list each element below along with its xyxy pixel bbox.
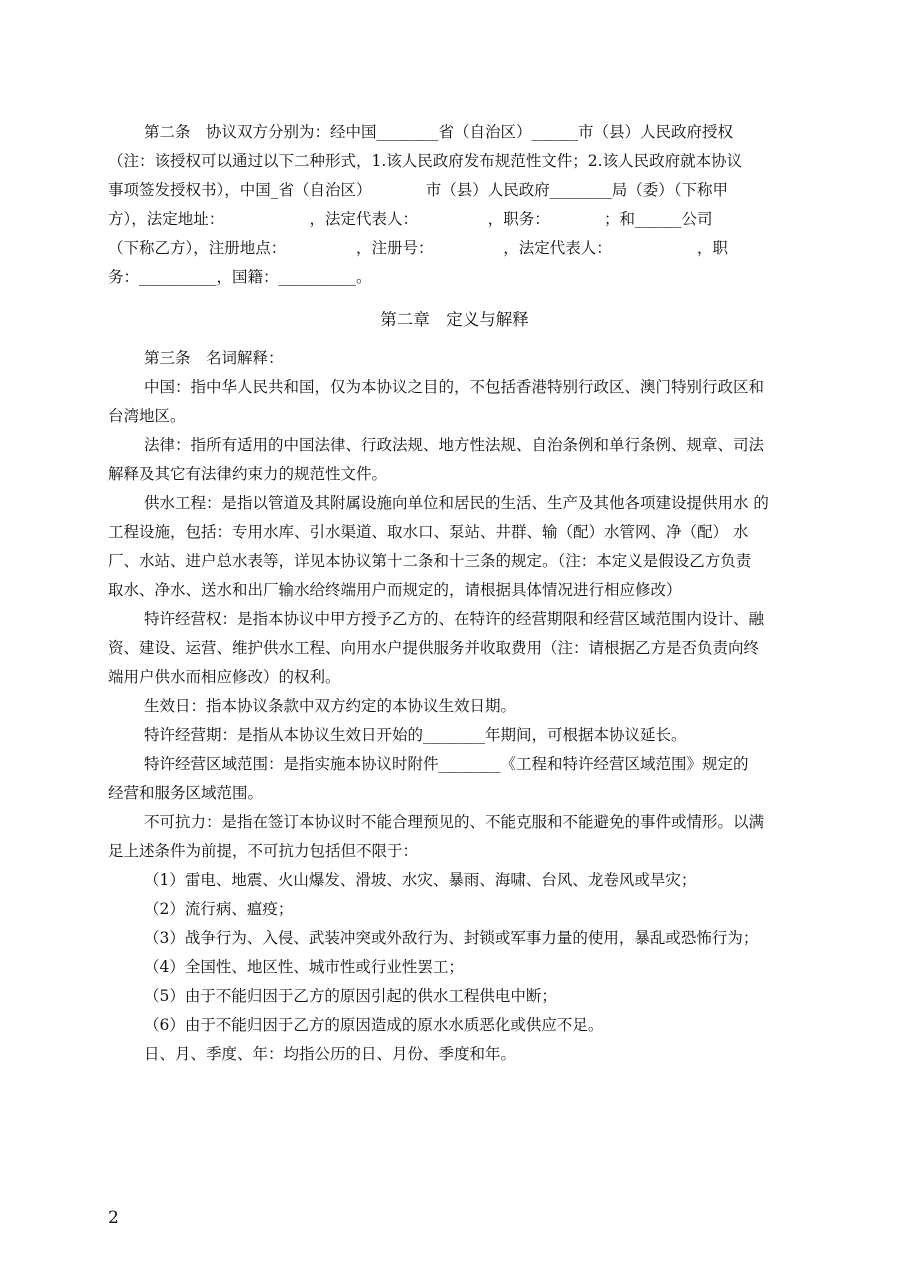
definition-water-project-line-4: 取水、净水、送水和出厂输水给终端用户而规定的，请根据具体情况进行相应修改） (108, 581, 682, 599)
article-3-title: 第三条 名词解释： (144, 349, 284, 367)
definition-water-project-line-2: 工程设施，包括：专用水库、引水渠道、取水口、泵站、井群、输（配）水管网、净（配） 水 (108, 523, 749, 541)
force-majeure-item: （6）由于不能归因于乙方的原因造成的原水水质恶化或供应不足。 (144, 1016, 604, 1034)
article-2-line-1: 第二条 协议双方分别为：经中国________省（自治区）______市（县）人民政府授权 (144, 123, 734, 141)
definition-franchise-line-3: 端用户供水而相应修改）的权利。 (108, 668, 341, 686)
definition-law-line-1: 法律：指所有适用的中国法律、行政法规、地方性法规、自治条例和单行条例、规章、司法 (144, 436, 765, 454)
definition-force-majeure-line-2: 足上述条件为前提，不可抗力包括但不限于： (108, 842, 419, 860)
force-majeure-item: （1）雷电、地震、火山爆发、滑坡、水灾、暴雨、海啸、台风、龙卷风或旱灾； (144, 871, 697, 889)
force-majeure-item: （3）战争行为、入侵、武装冲突或外敌行为、封锁或军事力量的使用，暴乱或恐怖行为； (144, 929, 759, 947)
definition-water-project-line-1: 供水工程：是指以管道及其附属设施向单位和居民的生活、生产及其他各项建设提供用水 的 (144, 494, 769, 512)
article-2 (108, 118, 808, 292)
article-2-line-6: 务：__________，国籍：__________。 (108, 268, 372, 286)
force-majeure-item: （5）由于不能归因于乙方的原因引起的供水工程供电中断； (144, 987, 557, 1005)
article-2-line-4: 方），法定地址： ，法定代表人： ，职务： ；和______公司 (108, 210, 713, 228)
article-2-line-5: （下称乙方），注册地点： ，注册号： ，法定代表人： ，职 (108, 239, 729, 257)
article-2-line-3: 事项签发授权书），中国_省（自治区） 市（县）人民政府________局（委）（下称甲 (108, 181, 729, 199)
definition-franchise-area-line-1: 特许经营区域范围：是指实施本协议时附件________《工程和特许经营区域范围》规定的 (144, 755, 749, 773)
definition-law-line-2: 解释及其它有法律约束力的规范性文件。 (108, 465, 388, 483)
article-2-line-2: （注：该授权可以通过以下二种形式，1.该人民政府发布规范性文件；2.该人民政府就本协议 (108, 152, 743, 170)
definition-franchise-line-1: 特许经营权：是指本协议中甲方授予乙方的、在特许的经营期限和经营区域范围内设计、融 (144, 610, 765, 628)
page-number: 2 (108, 1208, 119, 1228)
definition-franchise-area-line-2: 经营和服务区域范围。 (108, 784, 264, 802)
definition-franchise-line-2: 资、建设、运营、维护供水工程、向用水户提供服务并收取费用（注：请根据乙方是否负责向终 (108, 639, 760, 657)
definition-franchise-period: 特许经营期：是指从本协议生效日开始的________年期间，可根据本协议延长。 (144, 726, 687, 744)
force-majeure-item: （4）全国性、地区性、城市性或行业性罢工； (144, 958, 464, 976)
definition-dates: 日、月、季度、年：均指公历的日、月份、季度和年。 (144, 1045, 517, 1063)
definition-effective-date: 生效日：指本协议条款中双方约定的本协议生效日期。 (144, 697, 517, 715)
chapter-2-heading: 第二章 定义与解释 (380, 310, 529, 329)
force-majeure-item: （2）流行病、瘟疫； (144, 900, 294, 918)
definition-china-line-2: 台湾地区。 (108, 407, 186, 425)
article-3 (108, 344, 808, 1069)
definition-force-majeure-line-1: 不可抗力：是指在签订本协议时不能合理预见的、不能克服和不能避免的事件或情形。以满 (144, 813, 765, 831)
definition-water-project-line-3: 厂、水站、进户总水表等，详见本协议第十二条和十三条的规定。（注：本定义是假设乙方负责 (108, 552, 752, 570)
definition-china-line-1: 中国：指中华人民共和国，仅为本协议之目的，不包括香港特别行政区、澳门特别行政区和 (144, 378, 765, 396)
